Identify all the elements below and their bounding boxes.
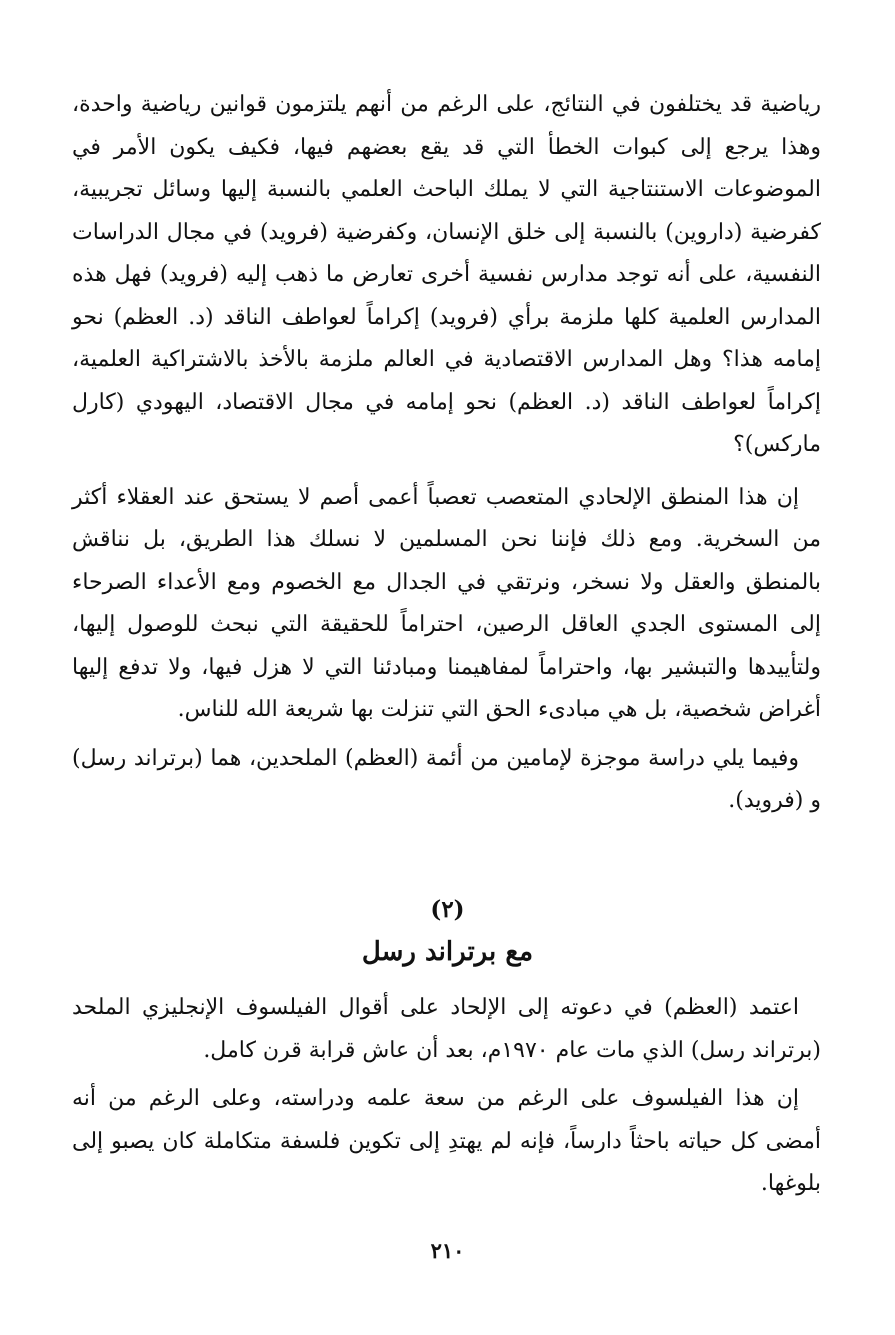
page-number: ٢١٠ bbox=[430, 1238, 465, 1263]
paragraph-3: وفيما يلي دراسة موجزة لإمامين من أئمة (العظم) الملحدين، هما (برتراند رسل) و (فرويد). bbox=[72, 745, 821, 813]
text-block-top bbox=[72, 84, 821, 823]
paragraph-2: إن هذا المنطق الإلحادي المتعصب تعصباً أعمى أصم لا يستحق عند العقلاء أكثر من السخرية. ومع ذلك فإننا نحن المسلمين لا نسلك هذا الطريق، بل نناقش بالمنطق والعقل ولا نسخر، ونرتقي في الجدال مع الخصوم ومع الأعداء الصرحاء إلى المستوى الجدي العاقل الرصين، احتراماً للحقيقة التي نبحث للوصول إليها، ولتأييدها والتبشير بها، واحتراماً لمفاهيمنا ومبادئنا التي لا هزل فيها، ولا تدفع إليها أغراض شخصية، بل هي مبادىء الحق التي تنزلت بها شريعة الله للناس. bbox=[72, 484, 821, 722]
paragraph-4: اعتمد (العظم) في دعوته إلى الإلحاد على أقوال الفيلسوف الإنجليزي الملحد (برتراند رسل) الذي مات عام ١٩٧٠م، بعد أن عاش قرابة قرن كامل. bbox=[72, 995, 821, 1063]
section-title: مع برتراند رسل bbox=[361, 937, 534, 967]
text-block-bottom bbox=[72, 987, 821, 1206]
paragraph-5: إن هذا الفيلسوف على الرغم من سعة علمه ودراسته، وعلى الرغم من أنه أمضى كل حياته باحثاً دارساً، فإنه لم يهتدِ إلى تكوين فلسفة متكاملة كان يصبو إلى بلوغها. bbox=[72, 1086, 821, 1196]
paragraph-1: رياضية قد يختلفون في النتائج، على الرغم من أنهم يلتزمون قوانين رياضية واحدة، وهذا يرجع إلى كبوات الخطأ التي قد يقع بعضهم فيها، فكيف يكون الأمر في الموضوعات الاستنتاجية التي لا يملك الباحث العلمي بالنسبة إليها وسائل تجريبية، كفرضية (داروين) بالنسبة إلى خلق الإنسان، وكفرضية (فرويد) في مجال الدراسات النفسية، على أنه توجد مدارس نفسية أخرى تعارض ما ذهب إليه (فرويد) فهل هذه المدارس العلمية كلها ملزمة برأي (فرويد) إكراماً لعواطف الناقد (د. العظم) نحو إمامه هذا؟ وهل المدارس الاقتصادية في العالم ملزمة بالأخذ بالاشتراكية العلمية، إكراماً لعواطف الناقد (د. العظم) نحو إمامه في مجال الاقتصاد، اليهودي (كارل ماركس)؟ bbox=[72, 92, 821, 457]
section-number: (٢) bbox=[430, 896, 465, 923]
